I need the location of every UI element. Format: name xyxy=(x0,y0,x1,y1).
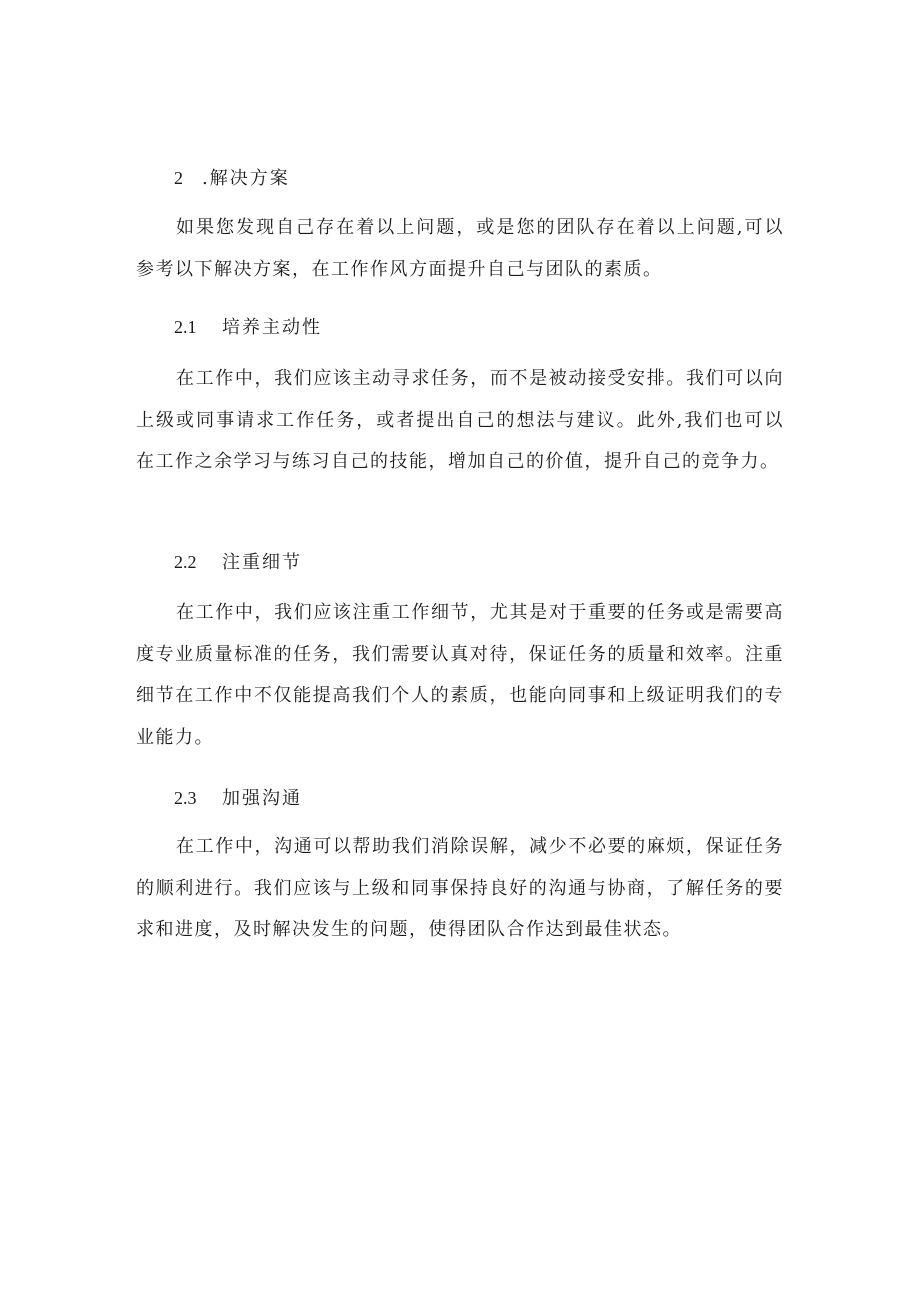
subsection-heading-2-1 xyxy=(174,315,322,340)
section-heading xyxy=(174,166,290,191)
subsection-heading-2-2 xyxy=(174,550,302,575)
subsection-body-2-3: 在工作中，沟通可以帮助我们消除误解，减少不必要的麻烦，保证任务的顺利进行。我们应该与上级和同事保持良好的沟通与协商，了解任务的要求和进度，及时解决发生的问题，使得团队合作达到最佳状态。 xyxy=(136,836,784,940)
subsection-number: 2.2 xyxy=(174,552,197,572)
section-number: 2 xyxy=(174,168,183,188)
subsection-title: 培养主动性 xyxy=(222,317,322,338)
subsection-number: 2.3 xyxy=(174,788,197,808)
subsection-body-2-1: 在工作中，我们应该主动寻求任务，而不是被动接受安排。我们可以向上级或同事请求工作任务，或者提出自己的想法与建议。此外,我们也可以在工作之余学习与练习自己的技能，增加自己的价值，提升自己的竞争力。 xyxy=(136,368,784,472)
section-intro-paragraph: 如果您发现自己存在着以上问题，或是您的团队存在着以上问题,可以参考以下解决方案，在工作作风方面提升自己与团队的素质。 xyxy=(136,217,784,280)
section-title: .解决方案 xyxy=(202,168,290,189)
subsection-body-2-2: 在工作中，我们应该注重工作细节，尤其是对于重要的任务或是需要高度专业质量标准的任务，我们需要认真对待，保证任务的质量和效率。注重细节在工作中不仅能提高我们个人的素质，也能向同事和上级证明我们的专业能力。 xyxy=(136,602,784,748)
subsection-number: 2.1 xyxy=(174,317,197,337)
subsection-title: 加强沟通 xyxy=(222,788,302,809)
subsection-heading-2-3 xyxy=(174,786,302,811)
subsection-title: 注重细节 xyxy=(222,552,302,573)
